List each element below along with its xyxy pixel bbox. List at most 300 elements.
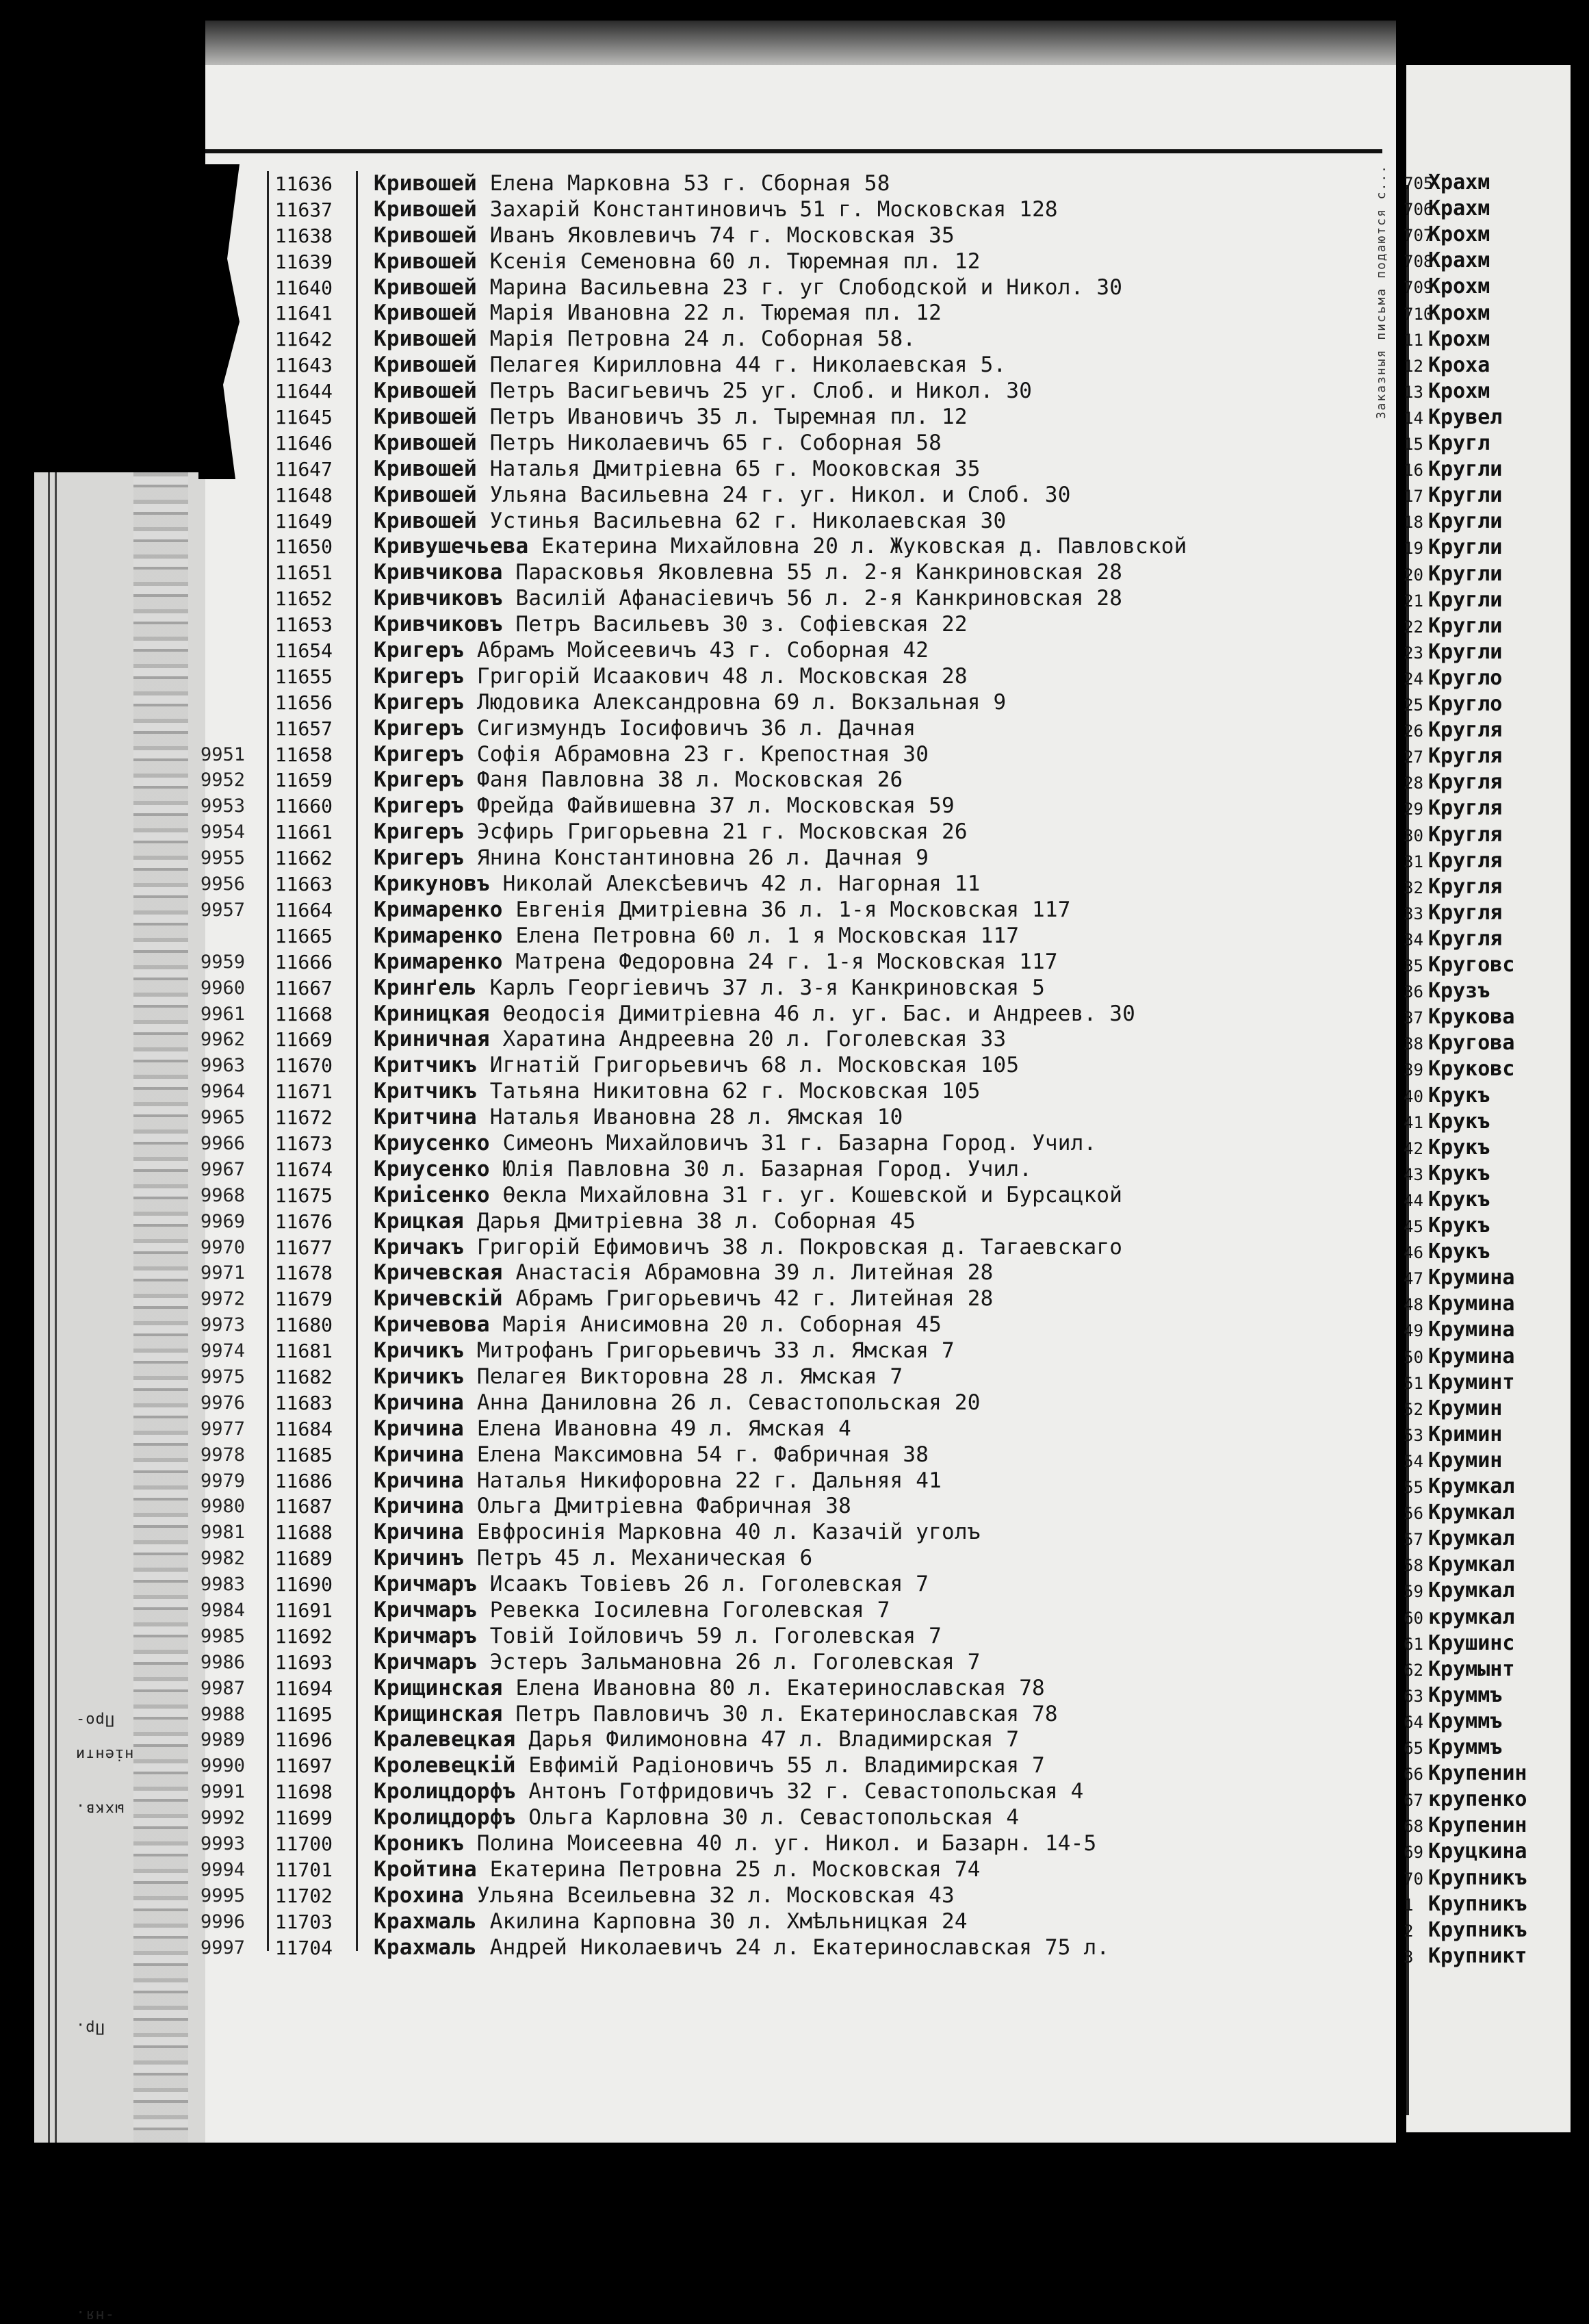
next-page-entry (1406, 509, 1502, 535)
entry-number: 11656 (274, 691, 333, 714)
previous-page-number: 9971 (200, 1262, 245, 1284)
header-rule (205, 149, 1382, 153)
entry-text (374, 1650, 981, 1676)
entry-surname: Кригеръ (374, 767, 465, 793)
entry-text (374, 171, 890, 197)
next-page-entry (1406, 952, 1514, 978)
next-page-entry-number: 42 (1404, 1138, 1423, 1158)
entry-number: 11675 (274, 1184, 333, 1207)
directory-entry (205, 638, 1382, 664)
next-page-entry-number: 53 (1404, 1425, 1423, 1445)
next-page-entry (1406, 1448, 1502, 1474)
entry-surname: Крахмаль (374, 1934, 477, 1960)
next-page-entry-name: Кругли (1428, 483, 1503, 508)
entry-details: Симеонъ Михайловичъ 31 г. Базарна Город. Учил. (502, 1130, 1097, 1155)
entry-surname: Кримаренко (374, 897, 503, 922)
entry-number: 11664 (274, 898, 333, 921)
entry-surname: Кригеръ (374, 689, 465, 715)
entry-text (374, 664, 968, 690)
entry-number: 11686 (274, 1469, 333, 1492)
next-page-entry (1406, 1422, 1502, 1448)
next-page-entry-number: 35 (1404, 956, 1423, 975)
next-page-entry-name: Крохм (1428, 379, 1490, 403)
next-page-entry-name: Крумынт (1428, 1657, 1515, 1681)
entry-details: Людовика Александровна 69 л. Вокзальная 9 (476, 689, 1007, 715)
entry-surname: Крахмаль (374, 1908, 477, 1934)
next-page-entry (1406, 327, 1490, 353)
entry-text (374, 1494, 851, 1520)
directory-entry (200, 1546, 1382, 1572)
next-page-entry-number: 38 (1404, 1034, 1423, 1054)
page-fold (133, 472, 188, 2143)
entry-details: Захарій Константиновичъ 51 г. Московская 128 (489, 196, 1058, 222)
entry-details: Ольга Карловна 30 л. Севастопольская 4 (528, 1805, 1020, 1830)
entry-surname: Кригеръ (374, 715, 465, 741)
entry-text (374, 1235, 1122, 1261)
next-page-entry-name: Крохм (1428, 327, 1490, 351)
entry-number: 11671 (274, 1080, 333, 1103)
next-page-entry-name: Кругля (1428, 718, 1503, 743)
next-page-entry (1406, 1135, 1490, 1161)
entry-text (374, 483, 1071, 509)
next-page-entry-number: 58 (1404, 1556, 1423, 1576)
next-page-entry-number: 28 (1404, 774, 1423, 793)
entry-details: Андрей Николаевичъ 24 л. Екатеринославская 75 л. (489, 1934, 1110, 1960)
entry-number: 11682 (274, 1365, 333, 1388)
entry-text (374, 1598, 890, 1624)
entry-number: 11649 (274, 509, 333, 533)
previous-page-number: 9954 (200, 821, 245, 843)
entry-surname: Кролевецкій (374, 1753, 516, 1778)
entry-number: 11696 (274, 1728, 333, 1752)
entry-number: 11641 (274, 302, 333, 325)
next-page-entry-number: 60 (1404, 1608, 1423, 1628)
directory-entry (200, 897, 1382, 923)
next-page-entry (1406, 1735, 1502, 1761)
entry-details: Петръ 45 л. Механическая 6 (476, 1546, 813, 1571)
next-page-entry-number: 15 (1404, 435, 1423, 454)
entry-number: 11678 (274, 1262, 333, 1285)
directory-entry (205, 560, 1382, 586)
directory-entry (200, 975, 1382, 1001)
next-page-entry-name: Крахм (1428, 196, 1490, 221)
previous-page-number: 9984 (200, 1599, 245, 1621)
next-page-entry-number: 50 (1404, 1347, 1423, 1367)
previous-page-number: 9996 (200, 1911, 245, 1932)
entry-text (374, 716, 916, 742)
next-page-entry (1406, 1657, 1514, 1683)
entry-details: Харатина Андреевна 20 л. Гоголевская 33 (502, 1027, 1007, 1052)
entry-surname: Криничная (374, 1027, 490, 1052)
next-page-entry-number: 48 (1404, 1295, 1423, 1315)
previous-page-number: 9983 (200, 1574, 245, 1596)
directory-entry (205, 457, 1382, 483)
entry-number: 11673 (274, 1132, 333, 1155)
entry-number: 11669 (274, 1028, 333, 1051)
next-page-entry (1406, 1030, 1514, 1056)
next-page-entry-name: Крукъ (1428, 1214, 1490, 1238)
previous-page-number: 9978 (200, 1444, 245, 1466)
next-page-entry-number: 43 (1404, 1164, 1423, 1184)
entry-text (374, 1312, 942, 1338)
next-page-entry-number: 44 (1404, 1190, 1423, 1210)
entry-surname: Кригеръ (374, 638, 465, 663)
next-page-entry-number: 66 (1404, 1765, 1423, 1785)
previous-page-number: 9994 (200, 1859, 245, 1880)
entry-details: Дарья Дмитріевна 38 л. Соборная 45 (476, 1208, 916, 1234)
entry-details: Марія Ивановна 22 л. Тюремая пл. 12 (489, 301, 942, 326)
next-page-entry-name: Крупенин (1428, 1761, 1527, 1786)
next-page-entry-name: Крумкал (1428, 1501, 1515, 1525)
entry-text (374, 1805, 1019, 1831)
next-page-entry (1406, 1500, 1514, 1526)
directory-entry (200, 1105, 1382, 1131)
next-page-entry-number: 708 (1404, 252, 1434, 272)
entry-details: Елена Марковна 53 г. Сборная 58 (489, 171, 890, 196)
next-page-entry (1406, 1813, 1527, 1839)
entry-details: Екатерина Михайловна 20 л. Жуковская д. Павловской (541, 534, 1187, 559)
entry-details: Ѳекла Михайловна 31 г. уг. Кошевской и Бурсацкой (502, 1182, 1123, 1208)
next-page-entry-number: 36 (1404, 982, 1423, 1002)
entry-number: 11703 (274, 1910, 333, 1933)
previous-page-number: 9951 (200, 743, 245, 765)
entry-text (374, 249, 981, 275)
entry-details: Татьяна Никитовна 62 г. Московская 105 (489, 1079, 981, 1104)
entry-text (374, 742, 929, 768)
next-page-entry (1406, 1083, 1490, 1109)
entry-surname: Кригеръ (374, 663, 465, 689)
directory-entry (200, 845, 1382, 871)
next-page-entry-number: 14 (1404, 408, 1423, 428)
next-page-entry (1406, 561, 1502, 587)
entry-number: 11663 (274, 873, 333, 896)
next-page-entry-name: крупенко (1428, 1787, 1527, 1812)
next-page-entry-name: Крукова (1428, 1005, 1515, 1030)
next-page-entry-name: Кругля (1428, 926, 1503, 951)
previous-page-number: 9987 (200, 1677, 245, 1699)
next-page-entry (1406, 1370, 1514, 1396)
entry-details: Игнатій Григорьевичъ 68 л. Московская 105 (489, 1053, 1020, 1078)
directory-entry (200, 1001, 1382, 1027)
directory-entry (205, 275, 1382, 301)
entry-details: Евгенія Дмитріевна 36 л. 1-я Московская 117 (515, 897, 1071, 922)
entry-text (374, 223, 955, 249)
next-page-entry-name: Круговс (1428, 953, 1515, 977)
next-page-entry-name: Кроха (1428, 353, 1490, 377)
next-page-entry (1406, 874, 1502, 900)
next-page-entry-name: Крумкал (1428, 1553, 1515, 1577)
next-page-entry (1406, 900, 1502, 926)
previous-page-number: 9991 (200, 1781, 245, 1803)
previous-page-number: 9988 (200, 1703, 245, 1725)
next-page-entry-name: Крукъ (1428, 1240, 1490, 1264)
next-page-entry-number: 51 (1404, 1373, 1423, 1393)
next-page-entry (1406, 639, 1502, 665)
next-page-entry-number: 59 (1404, 1582, 1423, 1602)
next-page-entry (1406, 1578, 1514, 1604)
entry-details: Евфросинія Марковна 40 л. Казачій уголъ (476, 1520, 981, 1545)
next-page-entry-name: Кругля (1428, 796, 1503, 821)
next-page-entry-name: Кругля (1428, 848, 1503, 873)
next-page-entry-number: 22 (1404, 617, 1423, 637)
entry-number: 11700 (274, 1833, 333, 1855)
entry-surname: Крищинская (374, 1701, 503, 1726)
entry-surname: Кричевская (374, 1260, 503, 1286)
next-page-entry-name: Круковс (1428, 1057, 1515, 1082)
previous-page-number: 9956 (200, 873, 245, 895)
directory-entry (200, 1727, 1382, 1753)
entry-number: 11690 (274, 1573, 333, 1596)
entry-number: 11659 (274, 769, 333, 792)
next-page-entry-number: 62 (1404, 1660, 1423, 1680)
previous-page-number: 9995 (200, 1885, 245, 1906)
entry-surname: Кримаренко (374, 923, 503, 948)
entry-surname: Крохина (374, 1882, 465, 1908)
previous-page-number: 9970 (200, 1236, 245, 1258)
entry-details: Абрамъ Мойсеевичъ 43 г. Соборная 42 (476, 638, 929, 663)
next-page-entry (1406, 353, 1490, 379)
entry-surname: Криусенко (374, 1156, 490, 1182)
previous-page-number: 9980 (200, 1496, 245, 1518)
entry-surname: Кричина (374, 1520, 465, 1545)
entry-number: 11639 (274, 250, 333, 273)
entry-surname: Кригеръ (374, 741, 465, 767)
next-page-entry (1406, 795, 1502, 821)
next-page-entry-number: 706 (1404, 200, 1434, 220)
next-page-entry-number: 64 (1404, 1712, 1423, 1732)
entry-details: Исаакъ Товіевъ 26 л. Гоголевская 7 (489, 1572, 929, 1597)
next-page-entry-name: Крахм (1428, 248, 1490, 273)
entry-text (374, 1572, 929, 1598)
next-page-entry (1406, 1943, 1527, 1969)
entry-text (374, 1676, 1045, 1702)
entry-surname: Кричикъ (374, 1364, 465, 1389)
next-page-entry-name: Круминт (1428, 1370, 1515, 1394)
next-page-entry-name: Кругова (1428, 1031, 1515, 1056)
previous-page-number: 9969 (200, 1210, 245, 1232)
entry-number: 11668 (274, 1002, 333, 1025)
directory-entry (200, 1701, 1382, 1728)
next-page-entry (1406, 1265, 1514, 1291)
next-page-entry (1406, 1865, 1527, 1891)
entry-surname: Кривошей (374, 430, 477, 455)
entry-details: Марина Васильевна 23 г. уг Слободской и Никол. 30 (489, 274, 1123, 300)
directory-entry (200, 1934, 1382, 1961)
next-page-entry (1406, 717, 1502, 743)
next-page-entry-name: Крукъ (1428, 1135, 1490, 1160)
directory-entry (200, 1779, 1382, 1805)
entry-surname: Кричакъ (374, 1234, 465, 1260)
entry-details: Елена Максимовна 54 г. Фабричная 38 (476, 1442, 929, 1467)
entry-text (374, 1909, 968, 1935)
entry-number: 11685 (274, 1443, 333, 1466)
next-page-entry-number: 52 (1404, 1399, 1423, 1419)
previous-page-number: 9997 (200, 1937, 245, 1958)
next-page-entry-name: Крувел (1428, 405, 1503, 429)
entry-details: Ѳеодосія Димитріевна 46 л. уг. Бас. и Андреев. 30 (502, 1001, 1135, 1026)
entry-surname: Кричмаръ (374, 1572, 477, 1597)
directory-entry (205, 405, 1382, 431)
directory-entry (200, 1364, 1382, 1390)
next-page-entry (1406, 1396, 1502, 1422)
previous-page-number: 9992 (200, 1807, 245, 1829)
entry-text (374, 975, 1045, 1001)
entry-details: Анастасія Абрамовна 39 л. Литейная 28 (515, 1260, 994, 1286)
entry-text (374, 1001, 1135, 1027)
entry-number: 11698 (274, 1780, 333, 1804)
next-page-entry (1406, 1787, 1527, 1813)
next-page-entry (1406, 743, 1502, 769)
next-page-entry-name: Крохм (1428, 222, 1490, 247)
entry-details: Петръ Ивановичъ 35 л. Тыремная пл. 12 (489, 405, 968, 430)
previous-page-number: 9952 (200, 769, 245, 791)
next-page-entry-number: 41 (1404, 1112, 1423, 1132)
entry-details: Наталья Дмитріевна 65 г. Мооковская 35 (489, 456, 981, 481)
entry-number: 11636 (274, 173, 333, 195)
next-page-entry-name: Кримин (1428, 1422, 1503, 1446)
directory-entry (200, 793, 1382, 819)
entry-number: 11692 (274, 1624, 333, 1648)
next-page-entry-number: 39 (1404, 1060, 1423, 1080)
directory-entry (200, 1442, 1382, 1468)
previous-page-number: 9965 (200, 1107, 245, 1129)
directory-entry (205, 923, 1382, 949)
next-page-entry (1406, 1213, 1490, 1239)
entry-number: 11646 (274, 431, 333, 455)
directory-entry (205, 509, 1382, 535)
directory-entry (200, 1053, 1382, 1079)
directory-entry (205, 301, 1382, 327)
entry-text (374, 1857, 981, 1883)
entry-details: Ульяна Васильевна 24 г. уг. Никол. и Слоб. 30 (489, 482, 1071, 507)
directory-entry (200, 1882, 1382, 1909)
next-page-entry (1406, 1344, 1514, 1370)
directory-entry (205, 197, 1382, 223)
previous-page-number: 9968 (200, 1184, 245, 1206)
entry-text (374, 1727, 1019, 1753)
directory-entry (200, 1649, 1382, 1676)
directory-entry (200, 767, 1382, 793)
next-page-entry-number: 19 (1404, 539, 1423, 559)
next-page-entry (1406, 1187, 1490, 1213)
entry-details: Марія Анисимовна 20 л. Соборная 45 (502, 1312, 942, 1338)
next-page-entry-number: 65 (1404, 1739, 1423, 1758)
entry-surname: Крицкая (374, 1208, 465, 1234)
directory-entry (200, 1597, 1382, 1624)
entry-text (374, 1468, 942, 1494)
entry-surname: Кривошей (374, 274, 477, 300)
next-page-entry-number: 20 (1404, 565, 1423, 585)
next-page-entry-number: 37 (1404, 1008, 1423, 1028)
entry-details: Иванъ Яковлевичъ 74 г. Московская 35 (489, 222, 955, 248)
next-page-entry-number: 46 (1404, 1243, 1423, 1263)
next-page-entry (1406, 196, 1490, 222)
previous-page-number: 9963 (200, 1055, 245, 1077)
entry-text (374, 1831, 1096, 1857)
next-page-entry-name: Кругли (1428, 535, 1503, 560)
entry-text (374, 379, 1032, 405)
next-page-entry-number: 23 (1404, 643, 1423, 663)
next-page-entry-number: 2 (1404, 1921, 1414, 1941)
next-page-entry-name: Крумина (1428, 1292, 1515, 1316)
entry-number: 11652 (274, 587, 333, 611)
next-page-entry-name: Крукъ (1428, 1083, 1490, 1108)
previous-page-number: 9989 (200, 1729, 245, 1751)
entry-number: 11650 (274, 535, 333, 559)
next-page-entry-number: 3 (1404, 1947, 1414, 1967)
next-page-entry-name: Кругля (1428, 822, 1503, 847)
entry-surname: Кривчикова (374, 560, 503, 585)
entry-text (374, 1053, 1019, 1079)
directory-entry (200, 1260, 1382, 1286)
next-page-entry-name: Круммъ (1428, 1683, 1503, 1707)
next-page-entry-number: 1 (1404, 1895, 1414, 1915)
entry-surname: Кригеръ (374, 793, 465, 819)
next-page-entry-number: 61 (1404, 1634, 1423, 1654)
entry-text (374, 819, 968, 845)
entry-number: 11666 (274, 950, 333, 973)
directory-entry (200, 1079, 1382, 1105)
next-page-entry (1406, 1109, 1490, 1135)
next-page-entry-number: 24 (1404, 669, 1423, 689)
entry-surname: Крикуновъ (374, 871, 490, 897)
next-page-entry-number: 17 (1404, 487, 1423, 507)
next-page-entry (1406, 1291, 1514, 1317)
entry-text (374, 1520, 981, 1546)
directory-entry (200, 1416, 1382, 1442)
entry-details: Елена Ивановна 49 л. Ямская 4 (476, 1416, 851, 1441)
directory-entry (205, 664, 1382, 690)
entry-surname: Кригеръ (374, 819, 465, 845)
next-page-entry (1406, 1239, 1490, 1265)
entry-number: 11648 (274, 483, 333, 507)
entry-number: 11640 (274, 276, 333, 299)
entry-surname: Кричикъ (374, 1338, 465, 1364)
entry-surname: Кривошей (374, 508, 477, 533)
next-page-entry-number: 54 (1404, 1451, 1423, 1471)
directory-entry (200, 1182, 1382, 1209)
next-page-entry-name: Круцкина (1428, 1839, 1527, 1864)
entry-surname: Кролицдорфъ (374, 1805, 516, 1830)
next-page-entry (1406, 1709, 1502, 1735)
next-page-entry (1406, 457, 1502, 483)
entry-number: 11638 (274, 224, 333, 247)
next-page-entry-name: Крузъ (1428, 979, 1490, 1004)
directory-entry (200, 1338, 1382, 1364)
next-page-entry (1406, 1605, 1514, 1631)
previous-page-number: 9982 (200, 1548, 245, 1570)
next-page-entry-number: 27 (1404, 748, 1423, 767)
next-page-entry-name: Кругля (1428, 900, 1503, 925)
next-page-entry-name: Кругли (1428, 639, 1503, 664)
entry-details: Евфимій Радіоновичъ 55 л. Владимирская 7 (528, 1753, 1045, 1778)
entry-surname: Кроникъ (374, 1831, 465, 1856)
entry-number: 11697 (274, 1754, 333, 1778)
entry-surname: Критчина (374, 1105, 477, 1130)
next-page-entry-number: 26 (1404, 722, 1423, 741)
previous-page-number: 9975 (200, 1366, 245, 1388)
next-page-entry (1406, 170, 1490, 196)
entry-details: Ольга Дмитріевна Фабричная 38 (476, 1494, 851, 1519)
entry-surname: Кривошей (374, 379, 477, 404)
next-page-entry (1406, 379, 1490, 405)
entry-details: Пелагея Кирилловна 44 г. Николаевская 5. (489, 353, 1007, 378)
entry-text (374, 327, 916, 353)
entry-number: 11670 (274, 1054, 333, 1077)
entry-details: Митрофанъ Григорьевичъ 33 л. Ямская 7 (476, 1338, 955, 1364)
next-page-entry-name: Кругло (1428, 692, 1503, 716)
next-page-entry-name: Крупникт (1428, 1943, 1527, 1968)
